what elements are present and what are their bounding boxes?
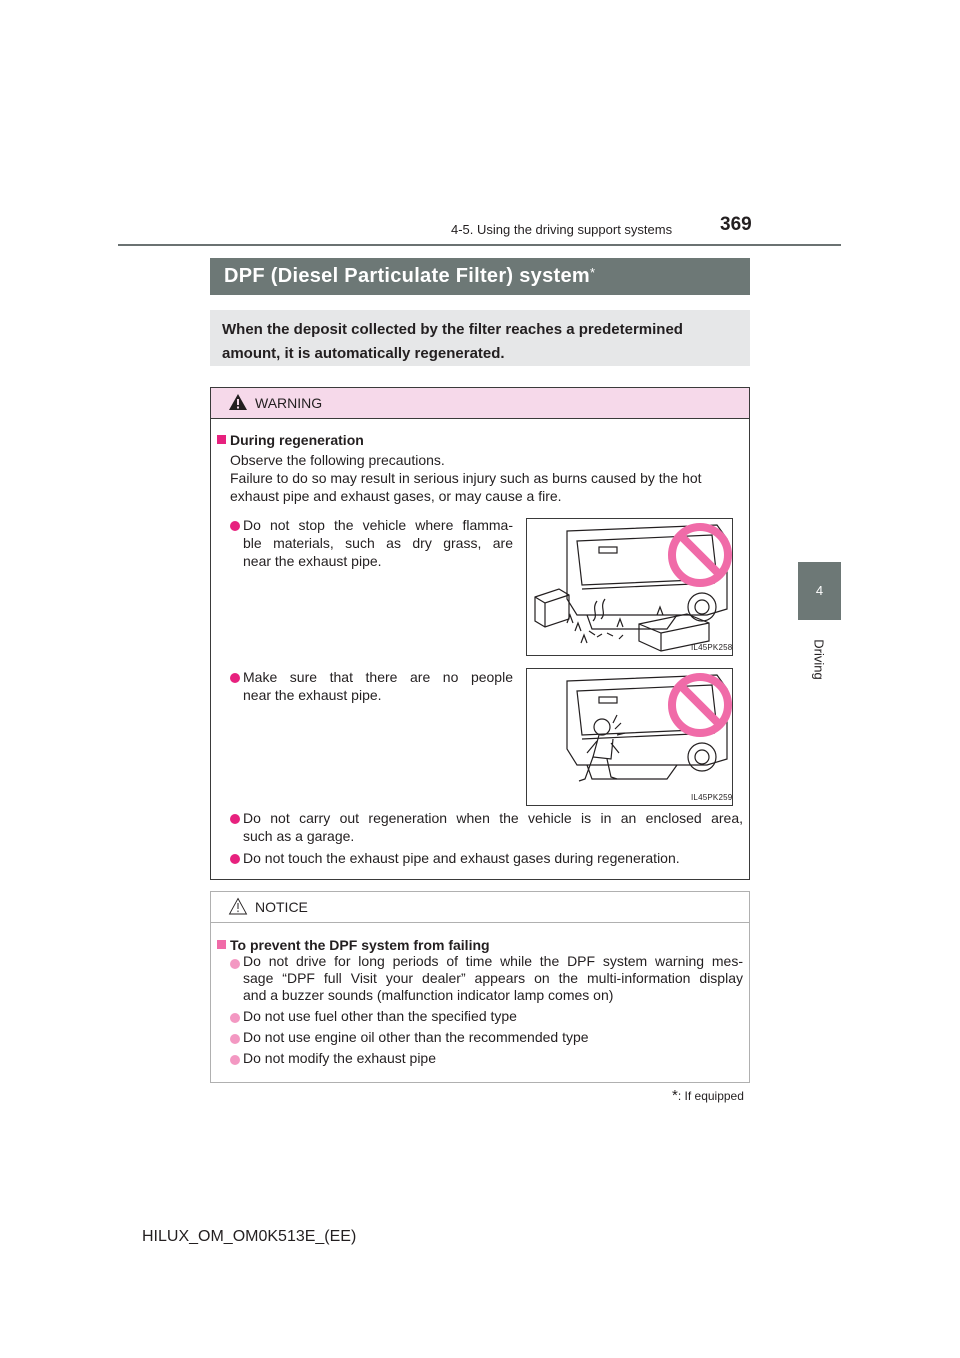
section-title: 4-5. Using the driving support systems xyxy=(451,222,673,237)
illustration-flammable xyxy=(526,518,733,656)
notice-header xyxy=(211,892,749,923)
illustration-code-1: IL45PK258 xyxy=(691,643,733,652)
truck-person-illustration xyxy=(527,669,732,805)
page-title xyxy=(210,258,750,295)
dot-bullet-icon xyxy=(230,670,244,688)
notice-item-1: Do not drive for long periods of time while the DPF system warning mes- sage “DPF full Visit your dealer” appears on the multi-information display and a buzzer sounds (malfunction indicator lamp comes on) xyxy=(243,953,743,1003)
illustration-code-2: IL45PK259 xyxy=(691,793,733,802)
illustration-people xyxy=(526,668,733,806)
dot-bullet-icon xyxy=(230,1010,244,1028)
page-number: 369 xyxy=(720,214,752,235)
warning-triangle-icon xyxy=(228,393,248,411)
intro-box xyxy=(210,310,750,366)
notice-item-3: Do not use engine oil other than the recommended type xyxy=(243,1029,589,1045)
footnote-text: : If equipped xyxy=(677,1089,744,1103)
dot-bullet-icon xyxy=(230,518,244,536)
truck-grass-illustration xyxy=(527,519,732,655)
notice-heading: To prevent the DPF system from failing xyxy=(217,936,490,954)
dot-bullet-icon xyxy=(230,1052,244,1070)
dot-bullet-icon xyxy=(230,851,244,869)
document-footer: HILUX_OM_OM0K513E_(EE) xyxy=(142,1228,357,1245)
dot-bullet-icon xyxy=(230,811,244,829)
title-footnote-mark: * xyxy=(589,265,596,280)
warning-item-4: Do not touch the exhaust pipe and exhaust gases during regeneration. xyxy=(243,850,680,866)
chapter-tab: 4 xyxy=(798,562,841,620)
chapter-label: Driving xyxy=(811,639,827,680)
title-text: DPF (Diesel Particulate Filter) system xyxy=(224,265,590,287)
warning-header xyxy=(211,388,749,419)
intro-line-1: When the deposit collected by the filter reaches a predetermined xyxy=(222,321,683,338)
notice-label: NOTICE xyxy=(255,899,308,915)
notice-box xyxy=(210,891,750,1083)
notice-triangle-icon xyxy=(228,897,248,915)
notice-item-4: Do not modify the exhaust pipe xyxy=(243,1050,437,1066)
warning-label: WARNING xyxy=(255,395,323,411)
notice-item-2: Do not use fuel other than the specified type xyxy=(243,1008,517,1024)
square-bullet-icon xyxy=(217,940,226,949)
footnote xyxy=(672,1087,744,1104)
footnote-mark: * xyxy=(672,1087,678,1104)
intro-line-2: amount, it is automatically regenerated. xyxy=(222,345,505,362)
warning-heading: During regeneration xyxy=(217,431,364,449)
warning-intro-text: Observe the following precautions. Failure to do so may result in serious injury such as burns caused by the hot exhaust pipe and exhaust gases, or may cause a fire. xyxy=(230,452,702,504)
header-rule xyxy=(118,244,841,246)
warning-box xyxy=(210,387,750,880)
warning-item-2: Make sure that there are no people near the exhaust pipe. xyxy=(243,669,513,703)
warning-item-3: Do not carry out regeneration when the vehicle is in an enclosed area, such as a garage. xyxy=(243,810,743,844)
warning-item-1: Do not stop the vehicle where flamma- ble materials, such as dry grass, are near the exhaust pipe. xyxy=(243,517,513,569)
square-bullet-icon xyxy=(217,435,226,444)
dot-bullet-icon xyxy=(230,1031,244,1049)
dot-bullet-icon xyxy=(230,956,244,974)
